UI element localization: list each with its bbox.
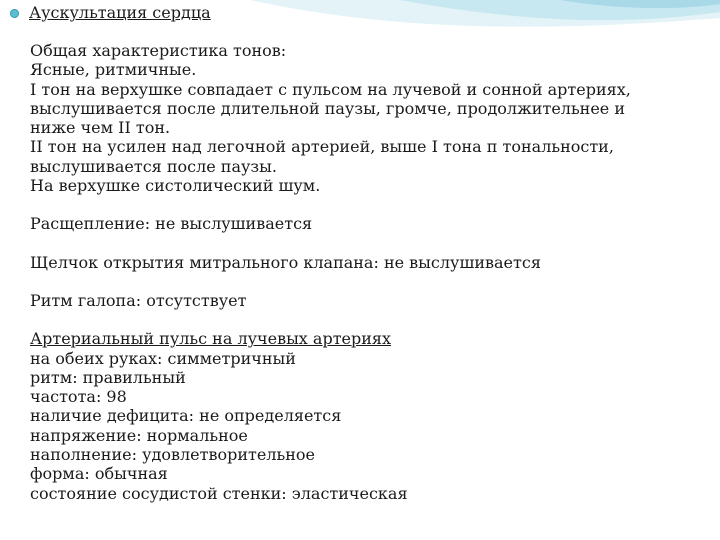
pulse-line: напряжение: нормальное	[30, 425, 248, 445]
pulse-line: на обеих руках: симметричный	[30, 348, 296, 368]
tones-line: ниже чем II тон.	[30, 118, 171, 138]
tones-line: Ясные, ритмичные.	[30, 60, 197, 80]
slide-title-text: Аускультация сердца	[29, 3, 211, 22]
tones-line: II тон на усилен над легочной артерией, выше I тона п тональности,	[30, 137, 614, 157]
tones-line: выслушивается после длительной паузы, громче, продолжительнее и	[30, 98, 626, 118]
tones-line: I тон на верхушке совпадает с пульсом на лучевой и сонной артериях,	[30, 79, 631, 99]
tones-heading: Общая характеристика тонов:	[30, 41, 287, 60]
slide-title	[10, 3, 211, 23]
slide-content	[30, 41, 700, 503]
tones-line: На верхушке систолический шум.	[30, 176, 321, 196]
pulse-line: состояние сосудистой стенки: эластическая	[30, 483, 408, 503]
pulse-line: наполнение: удовлетворительное	[30, 445, 315, 465]
tones-section	[30, 41, 700, 195]
mitral-click-text: Щелчок открытия митрального клапана: не выслушивается	[30, 252, 541, 272]
gallop-text: Ритм галопа: отсутствует	[30, 290, 247, 310]
pulse-line: частота: 98	[30, 387, 127, 407]
pulse-section	[30, 329, 700, 503]
pulse-line: форма: обычная	[30, 464, 168, 484]
pulse-line: наличие дефицита: не определяется	[30, 406, 342, 426]
pulse-heading: Артериальный пульс на лучевых артериях	[30, 329, 392, 349]
pulse-line: ритм: правильный	[30, 367, 186, 387]
splitting-text: Расщепление: не выслушивается	[30, 214, 313, 234]
tones-line: выслушивается после паузы.	[30, 156, 277, 176]
round-bullet-icon	[10, 9, 19, 18]
